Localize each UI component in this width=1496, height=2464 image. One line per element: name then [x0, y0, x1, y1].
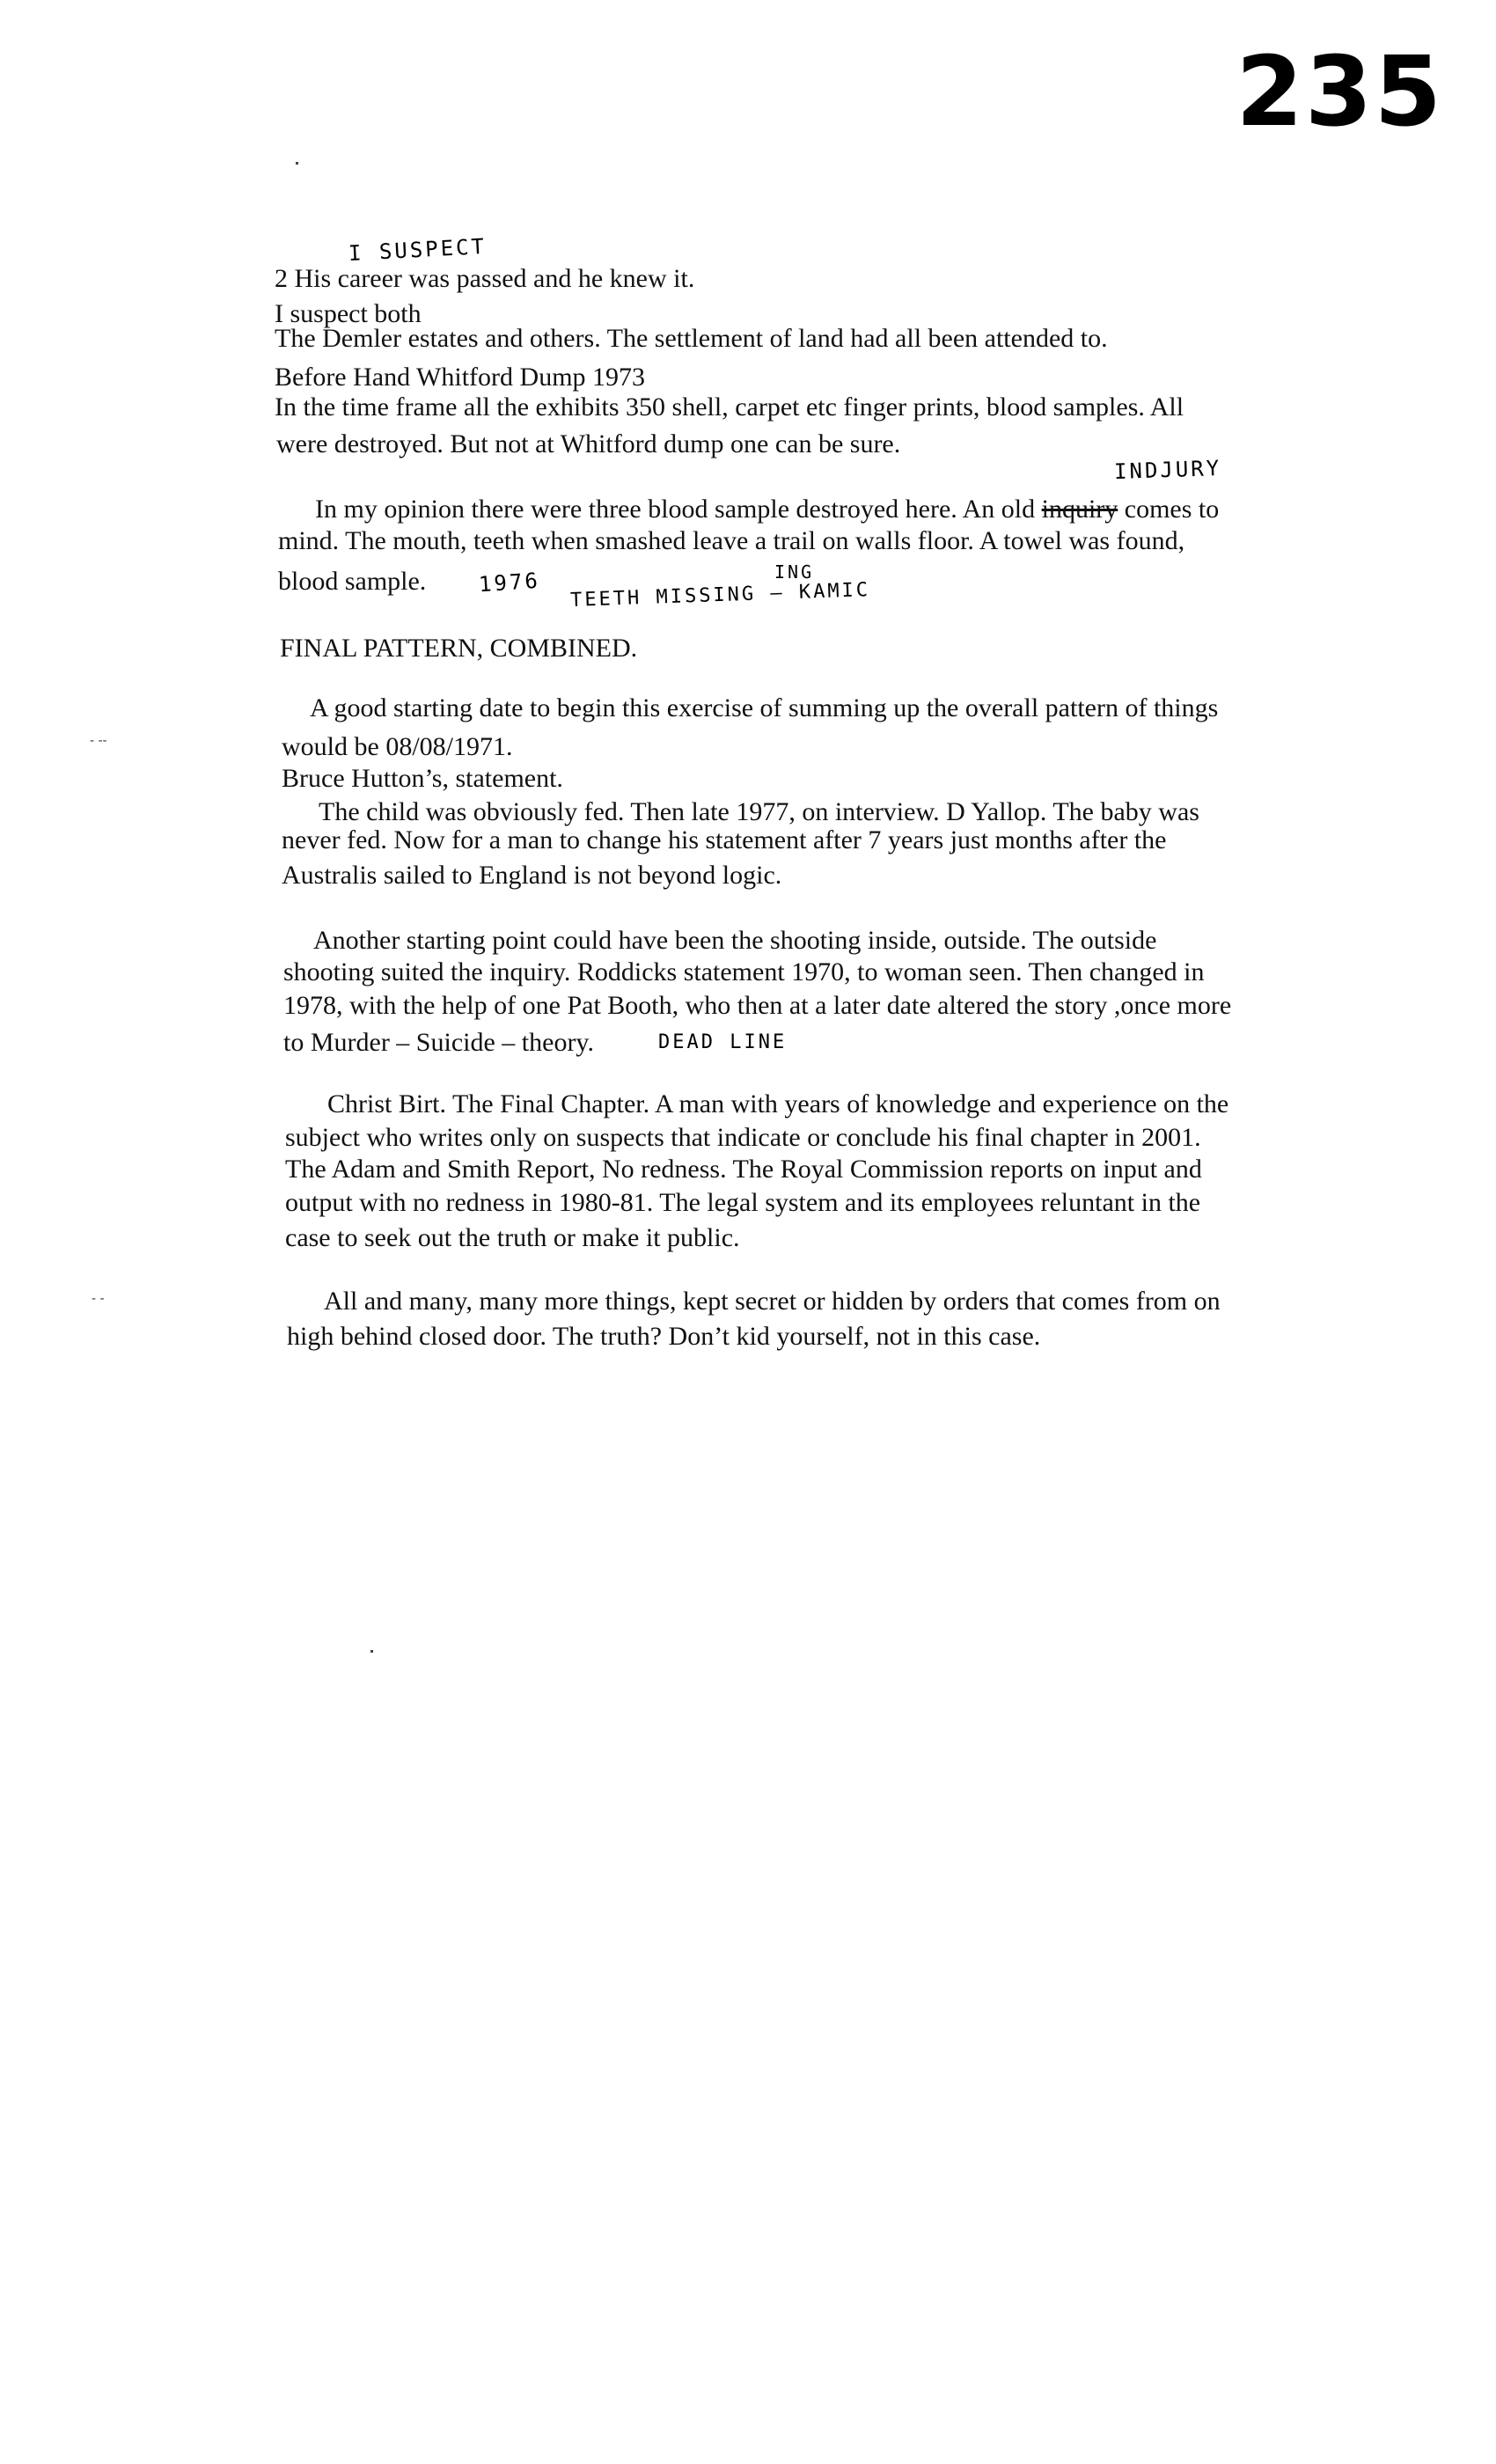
text-line: In the time frame all the exhibits 350 shell, carpet etc finger prints, blood samples. All: [275, 392, 1184, 422]
margin-dot: [370, 1650, 373, 1653]
text-line: A good starting date to begin this exercise of summing up the overall pattern of things: [310, 693, 1219, 722]
text-line: Before Hand Whitford Dump 1973: [275, 363, 646, 392]
handwritten-annotation-ing: ING: [774, 561, 815, 583]
text-line: Australis sailed to England is not beyond logic.: [282, 861, 782, 890]
text-segment: comes to: [1118, 495, 1220, 524]
text-segment: In my opinion there were three blood sample destroyed here. An old: [315, 495, 1042, 524]
text-line: mind. The mouth, teeth when smashed leave a trail on walls floor. A towel was found,: [278, 526, 1185, 555]
text-line: The Demler estates and others. The settlement of land had all been attended to.: [275, 324, 1108, 353]
text-line: Bruce Hutton’s, statement.: [282, 764, 563, 793]
text-line: [315, 496, 1219, 523]
text-line: I suspect both: [275, 299, 422, 328]
handwritten-annotation-i-suspect: I SUSPECT: [348, 233, 488, 267]
text-line: Another starting point could have been the shooting inside, outside. The outside: [313, 926, 1157, 955]
handwritten-annotation-teeth-missing: TEETH MISSING — KAMIC: [569, 579, 871, 612]
text-line: 1978, with the help of one Pat Booth, who then at a later date altered the story ,once more: [283, 991, 1232, 1020]
text-line: would be 08/08/1971.: [282, 732, 513, 761]
text-line: never fed. Now for a man to change his statement after 7 years just months after the: [282, 825, 1167, 854]
text-line: All and many, many more things, kept secret or hidden by orders that comes from on: [324, 1287, 1221, 1316]
text-line: shooting suited the inquiry. Roddicks statement 1970, to woman seen. Then changed in: [283, 957, 1205, 986]
margin-mark: - -: [92, 1292, 105, 1306]
page-number: 235: [1236, 35, 1443, 148]
text-line: The child was obviously fed. Then late 1977, on interview. D Yallop. The baby was: [319, 797, 1199, 826]
text-line: case to seek out the truth or make it public.: [285, 1223, 740, 1252]
handwritten-annotation-injury: INDJURY: [1113, 455, 1222, 485]
text-line: were destroyed. But not at Whitford dump one can be sure.: [276, 429, 901, 458]
text-line: high behind closed door. The truth? Don’t kid yourself, not in this case.: [287, 1322, 1041, 1351]
text-line: subject who writes only on suspects that indicate or conclude his final chapter in 2001.: [285, 1123, 1201, 1152]
handwritten-annotation-dead-line: DEAD LINE: [658, 1031, 788, 1053]
margin-mark: - --: [90, 734, 107, 748]
text-line: 2 His career was passed and he knew it.: [275, 264, 695, 293]
text-line: The Adam and Smith Report, No redness. The Royal Commission reports on input and: [285, 1155, 1202, 1184]
text-line: Christ Birt. The Final Chapter. A man with years of knowledge and experience on the: [327, 1089, 1229, 1118]
margin-dot: [296, 162, 298, 165]
text-line: to Murder – Suicide – theory.: [283, 1028, 594, 1057]
handwritten-annotation-1976: 1976: [478, 568, 541, 598]
struck-word: inquiry: [1041, 495, 1118, 524]
section-heading: FINAL PATTERN, COMBINED.: [280, 634, 638, 663]
text-line: output with no redness in 1980-81. The legal system and its employees reluntant in the: [285, 1188, 1201, 1217]
text-line: blood sample.: [278, 567, 427, 596]
